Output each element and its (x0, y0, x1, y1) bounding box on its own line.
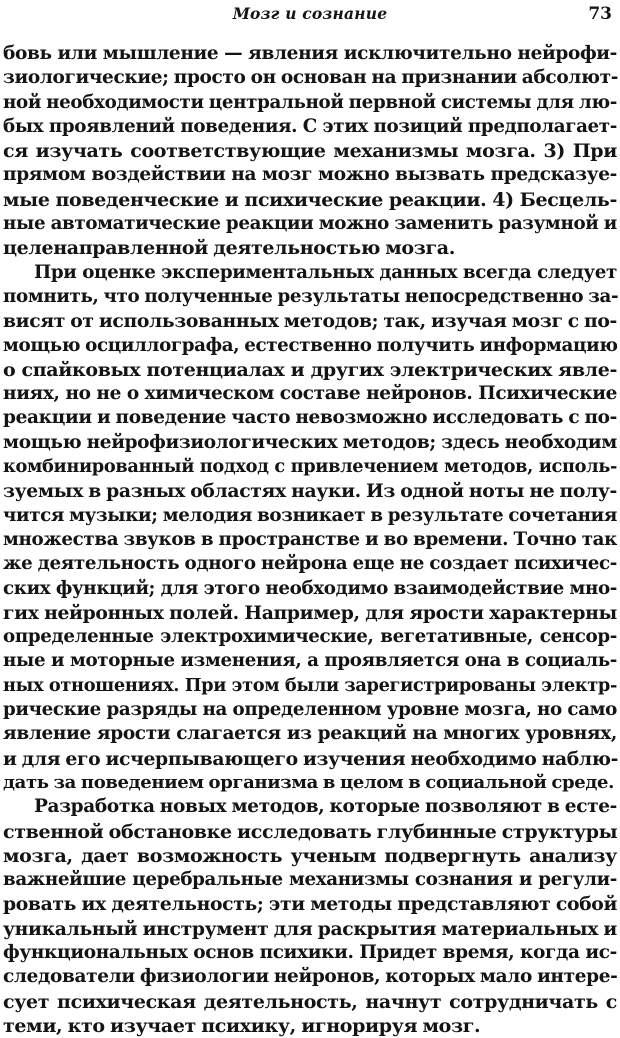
text-line: мощью нейрофизиологических методов; здесь необходим (3, 431, 617, 453)
text-line: При оценке экспериментальных данных всегда следует (34, 261, 617, 283)
page-number: 73 (588, 4, 612, 24)
text-line: важнейшие церебральные механизмы сознания и регули- (3, 869, 617, 891)
text-line: чится музыки; мелодия возникает в результате сочетания (3, 504, 617, 526)
text-line: прямом воздействии на мозг можно вызвать предсказуе- (3, 164, 617, 186)
text-line: дать за поведением организма в целом в социальной среде. (3, 771, 615, 793)
text-line: помнить, что полученные результаты непосредственно за- (3, 285, 619, 307)
text-line: гих нейронных полей. Например, для ярости характерны (3, 601, 617, 624)
text-line: сует психическая деятельность, начнут сотрудничать с (3, 990, 617, 1013)
body-text (0, 42, 620, 1038)
text-line: мощью осциллографа, естественно получить информацию (3, 334, 618, 356)
text-line: теми, кто изучает психику, игнорируя мозг. (3, 1014, 481, 1037)
text-line: ные и моторные изменения, а проявляется она в социаль- (3, 650, 617, 672)
running-title: Мозг и сознание (232, 4, 388, 23)
text-line: и для его исчерпывающего изучения необходимо наблю- (3, 747, 619, 770)
text-line: целенаправленной деятельностью мозга. (3, 237, 455, 260)
text-line: множества звуков в пространстве и во времени. Точно так (3, 528, 617, 550)
text-line: ровать их деятельность; эти методы представляют собой (3, 893, 617, 916)
text-line: бовь или мышление — явления исключительно нейрофи- (3, 43, 617, 64)
text-line: рические разряды на определенном уровне мозга, но само (3, 699, 617, 721)
text-line: бых проявлений поведения. С этих позиций предполагает- (3, 115, 617, 137)
running-header (0, 2, 620, 26)
text-line: ных отношениях. При этом были зарегистрированы электр- (3, 674, 617, 696)
text-line: ной необходимости центральной первной системы для лю- (3, 91, 617, 113)
text-line: определенные электрохимические, вегетативные, сенсор- (3, 626, 617, 648)
text-line: явление ярости слагается из реакций на многих уровнях, (3, 723, 617, 745)
text-line: следователи физиологии нейронов, которых мало интере- (3, 966, 618, 988)
text-line: ственной обстановке исследовать глубинные структуры (3, 820, 618, 843)
text-line: Разработка новых методов, которые позволяют в есте- (34, 796, 617, 818)
text-line: комбинированный подход с привлечением методов, исполь- (3, 456, 617, 478)
text-line: функциональных основ психики. Придет время, когда ис- (3, 941, 617, 963)
text-line: зиологические; просто он основан на признании абсолют- (3, 67, 619, 89)
text-line: мозга, дает возможность ученым подвергнуть анализу (3, 844, 617, 867)
text-line: ные автоматические реакции можно заменить разумной и (3, 213, 617, 235)
text-line: ниях, но не о химическом составе нейронов. Психические (3, 383, 617, 405)
text-line: о спайковых потенциалах и других электрических явле- (3, 358, 617, 381)
text-line: висят от использованных методов; так, изучая мозг с по- (3, 310, 617, 333)
text-line: мые поведенческие и психические реакции. 4) Бесцель- (3, 188, 617, 211)
text-line: зуемых в разных областях науки. Из одной ноты не полу- (3, 480, 617, 503)
text-line: уникальный инструмент для раскрытия материальных и (3, 917, 617, 940)
text-line: ся изучать соответствующие механизмы мозга. 3) При (3, 140, 617, 163)
text-line: ских функций; для этого необходимо взаимодействие мно- (3, 577, 617, 599)
text-line: реакции и поведение часто невозможно исследовать с по- (3, 407, 617, 429)
text-line: же деятельность одного нейрона еще не создает психичес- (3, 553, 617, 575)
